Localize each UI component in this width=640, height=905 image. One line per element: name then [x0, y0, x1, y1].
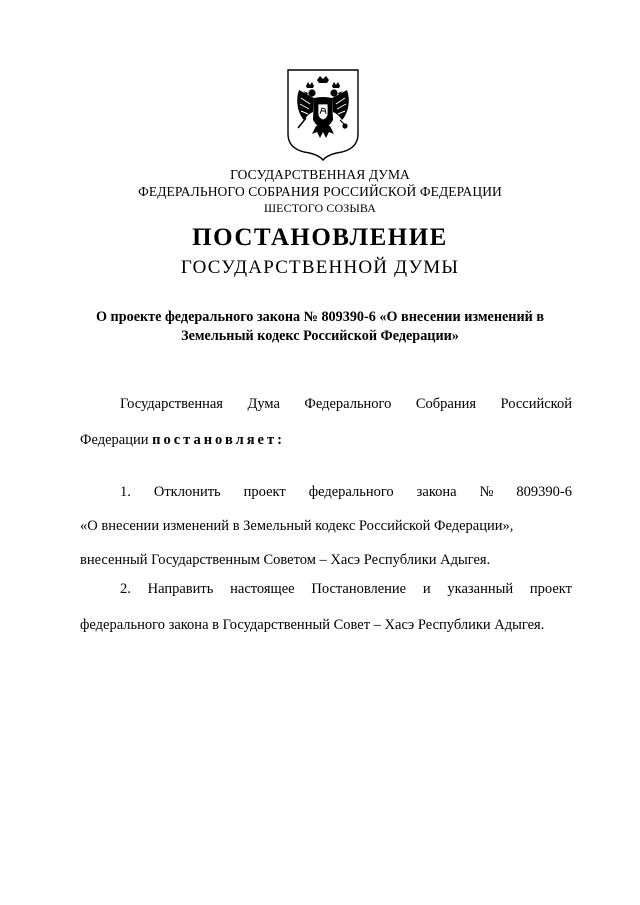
item-word: Постановление [311, 581, 407, 597]
subject-line-2: Земельный кодекс Российской Федерации» [181, 328, 459, 344]
item-2-line-1 [80, 579, 572, 599]
preamble-word: Дума [247, 396, 280, 412]
item-word: настоящее [230, 581, 295, 597]
preamble-line-2 [80, 430, 572, 450]
resolves-word: постановляет: [152, 432, 285, 448]
item-1-line-2: «О внесении изменений в Земельный кодекс Российской Федерации», [80, 518, 514, 534]
preamble-paragraph [80, 394, 572, 450]
item-number: 1. [120, 484, 131, 500]
preamble-word: Российской [500, 396, 572, 412]
header-line-federal-assembly: ФЕДЕРАЛЬНОГО СОБРАНИЯ РОССИЙСКОЙ ФЕДЕРАЦИИ [138, 184, 502, 199]
item-2-line-2: федерального закона в Государственный Совет – Хасэ Республики Адыгея. [80, 617, 545, 633]
item-word: проект [243, 484, 286, 500]
bill-number: 809390-6 [516, 484, 572, 500]
document-subtitle: ГОСУДАРСТВЕННОЙ ДУМЫ [180, 257, 460, 278]
preamble-word: Федерального [304, 396, 392, 412]
preamble-line-1 [80, 394, 572, 414]
item-1-line-3: внесенный Государственным Советом – Хасэ Республики Адыгея. [80, 552, 491, 568]
item-word: федерального [308, 484, 394, 500]
preamble-word: Федерации [80, 432, 149, 448]
coat-of-arms-emblem [286, 68, 360, 162]
item-2-paragraph [80, 579, 572, 635]
subject-line-1: О проекте федерального закона № 809390-6 «О внесении изменений в [95, 309, 545, 325]
item-word: Отклонить [153, 484, 221, 500]
item-word: закона [416, 484, 457, 500]
item-word: проект [529, 581, 572, 597]
preamble-word: Собрания [415, 396, 477, 412]
header-line-convocation: ШЕСТОГО СОЗЫВА [263, 201, 377, 215]
header-line-state-duma: ГОСУДАРСТВЕННАЯ ДУМА [230, 167, 410, 182]
item-word: № [479, 484, 494, 500]
organization-header [0, 166, 640, 217]
document-subject [70, 308, 570, 346]
item-1-line-1 [80, 482, 572, 502]
document-title: ПОСТАНОВЛЕНИЕ [192, 224, 448, 251]
item-word: указанный [447, 581, 514, 597]
item-word: и [422, 581, 431, 597]
item-number: 2. [120, 581, 131, 597]
preamble-word: Государственная [120, 396, 223, 412]
item-word: Направить [147, 581, 214, 597]
double-headed-eagle-icon [286, 68, 360, 162]
item-1-paragraph [80, 482, 572, 570]
